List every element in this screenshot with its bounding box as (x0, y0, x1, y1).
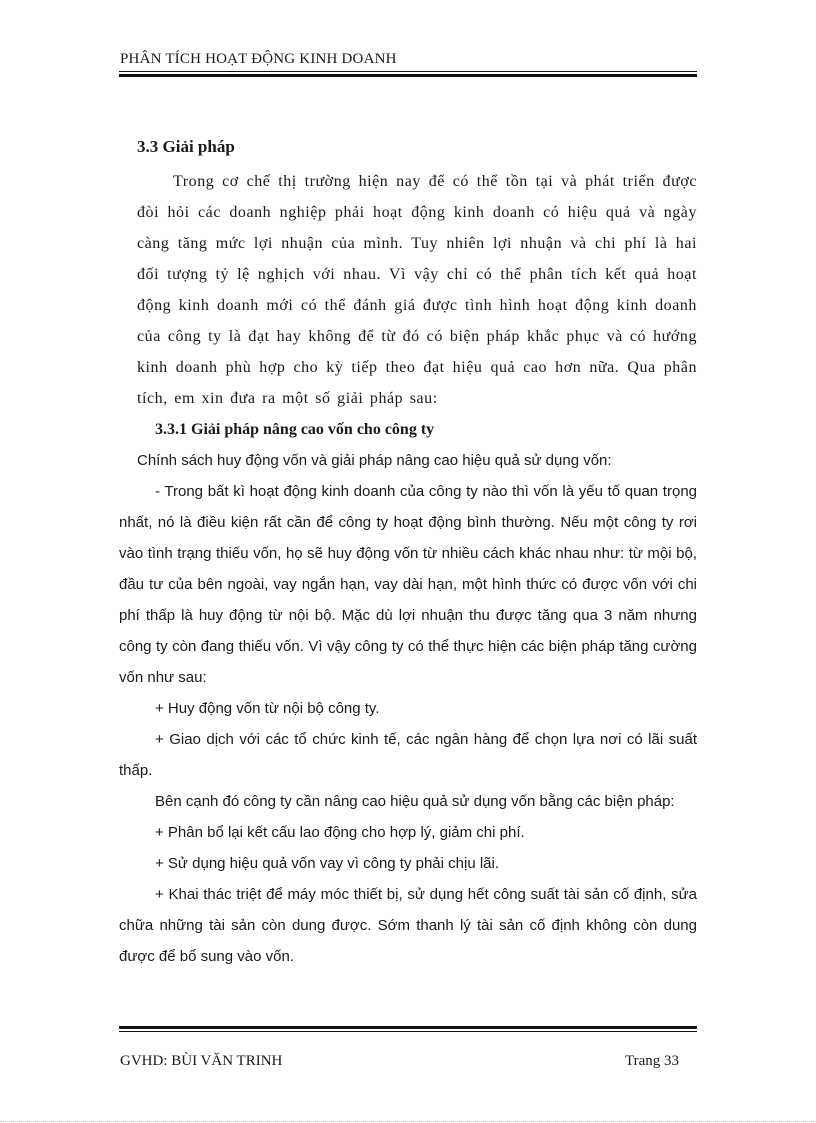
section-heading: 3.3 Giải pháp (137, 137, 235, 156)
efficiency-paragraph: Bên cạnh đó công ty cần nâng cao hiệu quả sử dụng vốn bằng các biện pháp: (155, 793, 675, 810)
intro-paragraph: Trong cơ chế thị trường hiện nay để có thể tồn tại và phát triển được đòi hỏi các doanh nghiệp phải hoạt động kinh doanh có hiệu quả và ngày càng tăng mức lợi nhuận của mình. Tuy nhiên lợi nhuận và chi phí là hai đối tượng tỷ lệ nghịch với nhau. Vì vậy chỉ có thể phân tích kết quả hoạt động kinh doanh mới có thể đánh giá được tình hình hoạt động kinh doanh của công ty là đạt hay không để từ đó có biện pháp khắc phục và có hướng kinh doanh phù hợp cho kỳ tiếp theo đạt hiệu quả cao hơn nữa. Qua phân tích, em xin đưa ra một số giải pháp sau: (137, 173, 697, 407)
policy-line: Chính sách huy động vốn và giải pháp nâng cao hiệu quả sử dụng vốn: (137, 452, 612, 469)
bullet-bank-transactions: + Giao dịch với các tổ chức kinh tế, các ngân hàng để chọn lựa nơi có lãi suất thấp. (119, 731, 697, 779)
capital-solution-body (119, 445, 697, 972)
section-content (119, 136, 697, 972)
bullet-labor-structure: + Phân bổ lại kết cấu lao động cho hợp lý, giảm chi phí. (155, 824, 525, 841)
capital-paragraph: - Trong bất kì hoạt động kinh doanh của công ty nào thì vốn là yếu tố quan trọng nhất, nó là điều kiện rất cần để công ty hoạt động bình thường. Nếu một công ty rơi vào tình trạng thiếu vốn, họ sẽ huy động vốn từ nhiều cách khác nhau như: từ mội bộ, đầu tư của bên ngoài, vay ngắn hạn, vay dài hạn, một hình thức có được vốn với chi phí thấp là huy động từ nội bộ. Mặc dù lợi nhuận thu được tăng qua 3 năm nhưng công ty còn đang thiếu vốn. Vì vậy công ty có thể thực hiện các biện pháp tăng cường vốn như sau: (119, 483, 697, 686)
advisor-name: GVHD: BÙI VĂN TRINH (120, 1053, 283, 1069)
header-rule-thin (119, 71, 697, 72)
bullet-loan-usage: + Sử dụng hiệu quả vốn vay vì công ty phải chịu lãi. (155, 855, 500, 872)
page-number: Trang 33 (625, 1053, 680, 1069)
footer-rule-thick (119, 1026, 697, 1029)
footer-rule-thin (119, 1031, 697, 1032)
page-bottom-border (0, 1121, 816, 1122)
running-header: PHÂN TÍCH HOẠT ĐỘNG KINH DOANH (120, 51, 397, 67)
bullet-fixed-assets: + Khai thác triệt để máy móc thiết bị, sử dụng hết công suất tài sản cố định, sửa chữa những tài sản còn dung được. Sớm thanh lý tài sản cố định không còn dung được để bổ sung vào vốn. (119, 886, 697, 965)
header-rule-thick (119, 74, 697, 77)
subsection-heading: 3.3.1 Giải pháp nâng cao vốn cho công ty (155, 421, 435, 438)
bullet-internal-capital: + Huy động vốn từ nội bộ công ty. (155, 700, 380, 717)
